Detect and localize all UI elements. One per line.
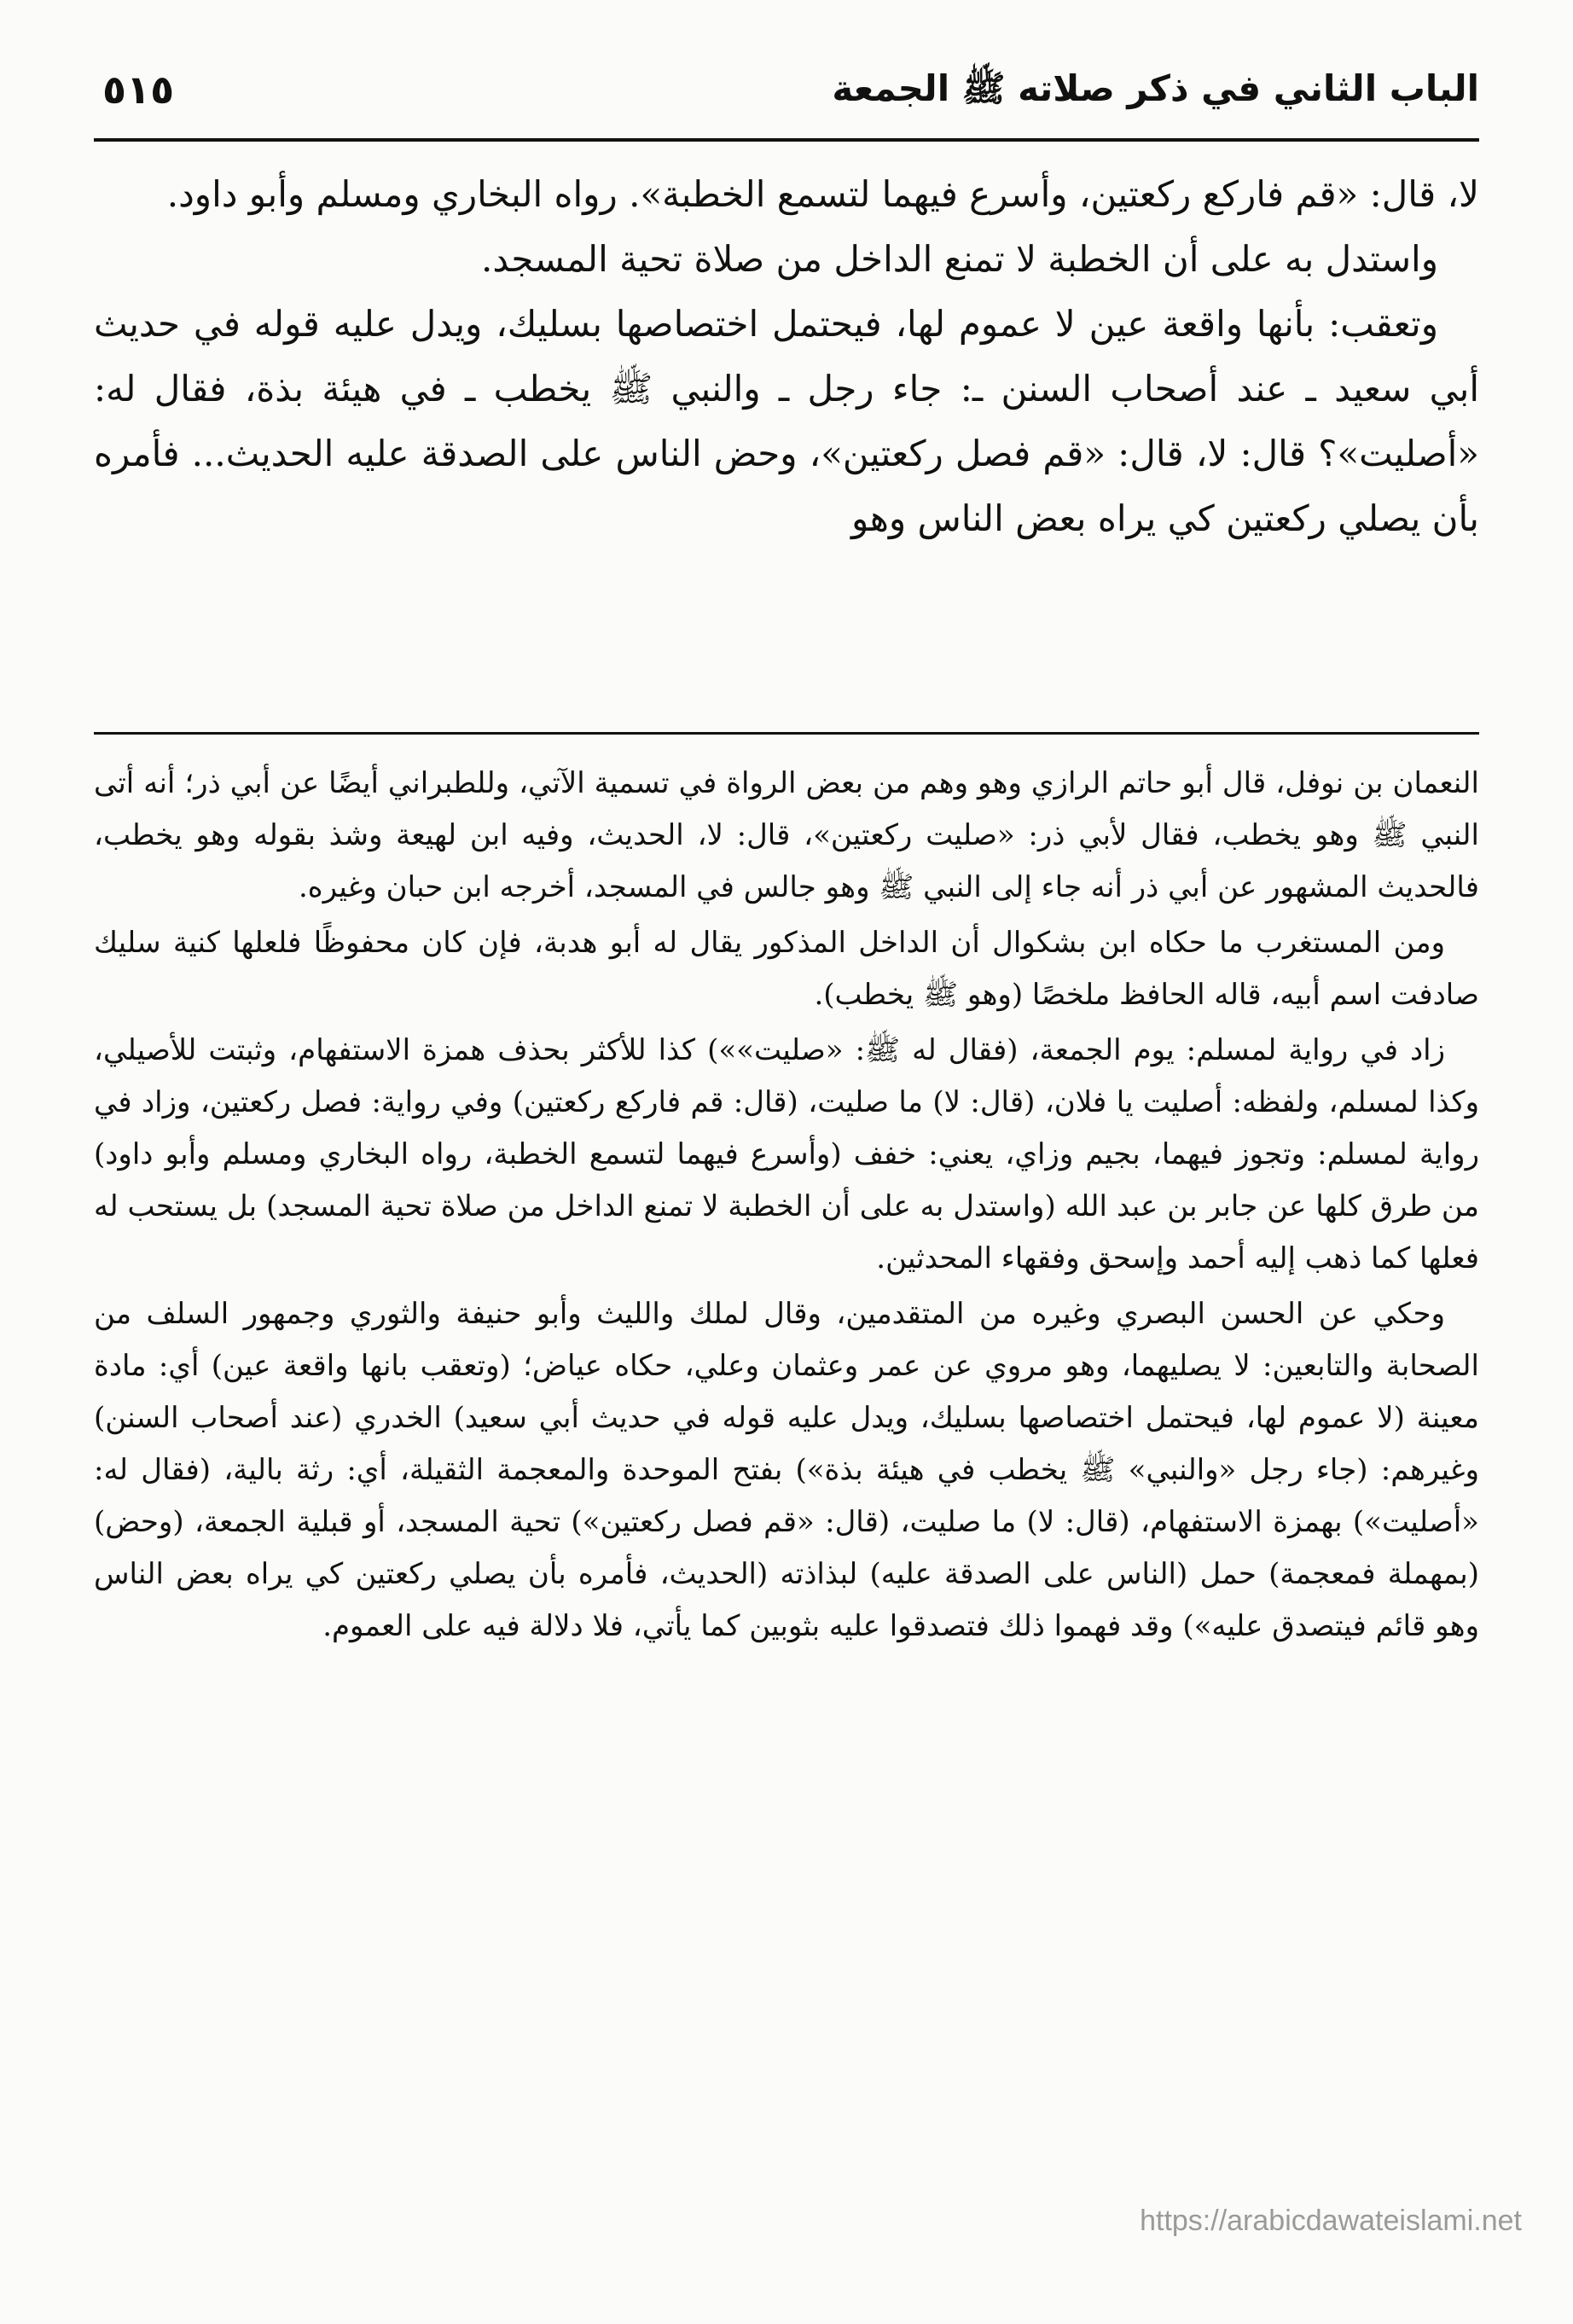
- page-header: [94, 60, 1479, 137]
- main-paragraph: لا، قال: «قم فاركع ركعتين، وأسرع فيهما لتسمع الخطبة». رواه البخاري ومسلم وأبو داود.: [166, 173, 1479, 215]
- commentary-section: [94, 758, 1479, 1656]
- commentary-paragraph: النعمان بن نوفل، قال أبو حاتم الرازي وهو وهم من بعض الرواة في تسمية الآتي، وللطبراني أيضًا عن أبي ذر؛ أنه أتى النبي ﷺ وهو يخطب، فقال لأبي ذر: «صليت ركعتين»، قال: لا، الحديث، وفيه ابن لهيعة وشذ بقوله وهو يخطب، فالحديث المشهور عن أبي ذر أنه جاء إلى النبي ﷺ وهو جالس في المسجد، أخرجه ابن حبان وغيره.: [94, 766, 1479, 904]
- main-text: [94, 162, 1479, 551]
- footnote-divider: [94, 732, 1479, 735]
- chapter-title: الباب الثاني في ذكر صلاته ﷺ الجمعة: [832, 67, 1479, 109]
- main-paragraph: وتعقب: بأنها واقعة عين لا عموم لها، فيحتمل اختصاصها بسليك، ويدل عليه قوله في حديث أبي سعيد ـ عند أصحاب السنن ـ: جاء رجل ـ والنبي ﷺ يخطب ـ في هيئة بذة، فقال له: «أصليت»؟ قال: لا، قال: «قم فصل ركعتين»، وحض الناس على الصدقة عليه الحديث... فأمره بأن يصلي ركعتين كي يراه بعض الناس وهو: [94, 303, 1479, 539]
- header-divider: [94, 138, 1479, 142]
- main-paragraph: واستدل به على أن الخطبة لا تمنع الداخل من صلاة تحية المسجد.: [481, 238, 1438, 280]
- commentary-paragraph: زاد في رواية لمسلم: يوم الجمعة، (فقال له ﷺ: «صليت»») كذا للأكثر بحذف همزة الاستفهام، وثبتت للأصيلي، وكذا لمسلم، ولفظه: أصليت يا فلان، (قال: لا) ما صليت، (قال: قم فاركع ركعتين) وفي رواية: فصل ركعتين، وزاد في رواية لمسلم: وتجوز فيهما، بجيم وزاي، يعني: خفف (وأسرع فيهما لتسمع الخطبة، رواه البخاري ومسلم وأبو داود) من طرق كلها عن جابر بن عبد الله (واستدل به على أن الخطبة لا تمنع الداخل من صلاة تحية المسجد) بل يستحب له فعلها كما ذهب إليه أحمد وإسحق وفقهاء المحدثين.: [94, 1033, 1479, 1275]
- watermark-url: https://arabicdawateislami.net: [1140, 2205, 1522, 2237]
- page-number: ٥١٥: [102, 67, 175, 113]
- commentary-paragraph: وحكي عن الحسن البصري وغيره من المتقدمين، وقال لملك والليث وأبو حنيفة والثوري وجمهور السلف من الصحابة والتابعين: لا يصليهما، وهو مروي عن عمر وعثمان وعلي، حكاه عياض؛ (وتعقب بانها واقعة عين) أي: مادة معينة (لا عموم لها، فيحتمل اختصاصها بسليك، ويدل عليه قوله في حديث أبي سعيد) الخدري (عند أصحاب السنن) وغيرهم: (جاء رجل «والنبي» ﷺ يخطب في هيئة بذة») بفتح الموحدة والمعجمة الثقيلة، أي: رثة بالية، (فقال له: «أصليت») بهمزة الاستفهام، (قال: لا) ما صليت، (قال: «قم فصل ركعتين») تحية المسجد، أو قبلية الجمعة، (وحض) (بمهملة فمعجمة) حمل (الناس على الصدقة عليه) لبذاذته (الحديث، فأمره بأن يصلي ركعتين كي يراه بعض الناس وهو قائم فيتصدق عليه») وقد فهموا ذلك فتصدقوا عليه بثوبين كما يأتي، فلا دلالة فيه على العموم.: [94, 1297, 1479, 1643]
- commentary-paragraph: ومن المستغرب ما حكاه ابن بشكوال أن الداخل المذكور يقال له أبو هدبة، فإن كان محفوظًا فلعلها كنية سليك صادفت اسم أبيه، قاله الحافظ ملخصًا (وهو ﷺ يخطب).: [94, 926, 1479, 1012]
- book-page: [94, 0, 1479, 2324]
